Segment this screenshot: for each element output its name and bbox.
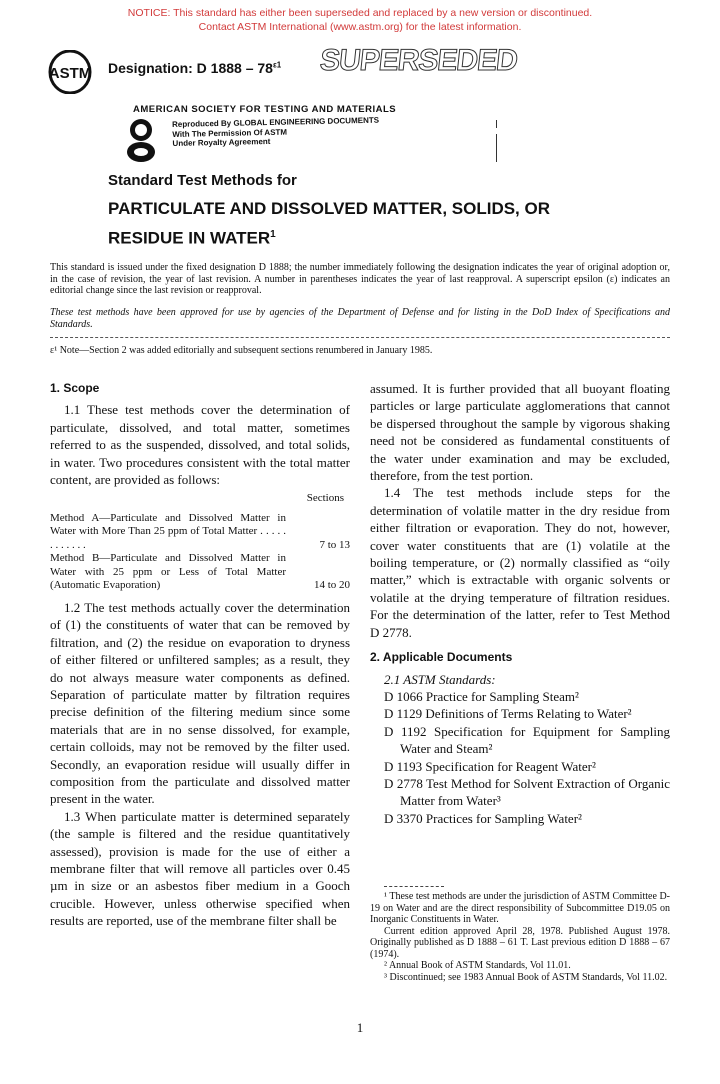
paragraph-1-2: 1.2 The test methods actually cover the determination of (1) the constituents of water that can be removed by filtration, and (2) the residue on evaporation to dryness of either filtered or unfiltered samples; as a result, they do not always measure water components as defined. Separation of particulate matter by filtration requires precise definition of the filtering medium since some materials that are in no sense dissolved, for example, certain colloids, may not be removed by the filter used. Secondly, an evaporation residue will usually differ in composition from the particulate and dissolved matter present in the water. [50,599,350,807]
scope-heading: 1. Scope [50,381,100,395]
sections-header: Sections [306,492,344,505]
page-number: 1 [356,1020,364,1035]
main-title-line-1: PARTICULATE AND DISSOLVED MATTER, SOLIDS, OR [108,199,550,218]
reproduction-notice [172,116,380,149]
superseded-stamp: SUPERSEDED [318,44,519,77]
method-b-sections: 14 to 20 [313,579,350,592]
standard-title: Standard Test Methods for [108,172,297,189]
documents-list [370,671,670,828]
main-title-footnote-ref: 1 [270,229,276,240]
notice-line-1: NOTICE: This standard has either been superseded and replaced by a new version or discontinued. [127,7,593,19]
footnote-rule [384,886,444,887]
divider [50,337,670,340]
footnotes [370,886,670,983]
notice-line-2: Contact ASTM International (www.astm.org) for the latest information. [198,21,522,33]
footnote-3: ³ Discontinued; see 1983 Annual Book of ASTM Standards, Vol 11.02. [384,971,668,983]
document-item: D 3370 Practices for Sampling Water² [384,810,582,826]
society-name: AMERICAN SOCIETY FOR TESTING AND MATERIALS [133,104,397,115]
method-a-sections: 7 to 13 [319,538,350,551]
footnote-2: ² Annual Book of ASTM Standards, Vol 11.01. [384,960,571,971]
main-title-line-2-text: RESIDUE IN WATER [108,228,271,248]
issuance-paragraph: This standard is issued under the fixed designation D 1888; the number immediately following the designation indicates the year of original adoption or, in the case of revision, the year of last revision. A number in parentheses indicates the year of last reapproval. A superscript epsilon (ε) indicates an editorial change since the last revision or reapproval. [50,262,670,296]
repro-line-1: Reproduced By GLOBAL ENGINEERING DOCUMENTS [172,115,380,129]
main-title-line-2 [108,222,668,252]
footnote-1: ¹ These test methods are under the jurisdiction of ASTM Committee D-19 on Water and are the direct responsibility of Subcommittee D19.05 on Inorganic Constituents in Water. [370,891,670,925]
designation-superscript: ε1 [272,60,282,70]
paragraph-1-3-continued: assumed. It is further provided that all buoyant floating particles or large particulate agglomerations that cannot be dispersed throughout the sample by vigorous shaking need not be considered as fundamental constituents of the water under examination and may be excluded, therefore, from the test portion. [370,381,670,484]
document-item: D 1192 Specification for Equipment for Sampling Water and Steam² [384,723,670,757]
margin-mark [496,120,497,128]
astm-logo-icon [48,50,92,94]
document-item: D 1193 Specification for Reagent Water² [384,758,596,774]
designation [108,60,281,76]
document-item: D 1129 Definitions of Terms Relating to Water² [384,706,632,722]
margin-mark [496,134,497,162]
method-a-text: Method A—Particulate and Dissolved Matter in Water with More Than 25 ppm of Total Matter . . . . . . . . . . . . [50,511,286,551]
methods-table [50,492,350,593]
repro-line-3: Under Royalty Agreement [172,136,271,148]
ge-documents-logo-icon [120,116,162,164]
paragraph-1-1: 1.1 These test methods cover the determination of particulate, dissolved, and total matter, sometimes referred to as the suspended, dissolved, and total solids, in water. Two procedures consistent with the total matter content, are provided as follows: [50,402,350,488]
right-column [370,380,670,827]
left-column [50,380,350,930]
editorial-note: ε¹ Note—Section 2 was added editorially and subsequent sections renumbered in January 1985. [50,345,433,356]
method-row [50,552,350,593]
documents-heading: 2. Applicable Documents [370,650,513,665]
method-b-text: Method B—Particulate and Dissolved Matter in Water with 25 ppm or Less of Total Matter (Automatic Evaporation) [50,552,286,592]
astm-standards-label: 2.1 ASTM Standards: [384,671,496,687]
method-row [50,512,350,553]
repro-line-2: With The Permission Of ASTM [172,127,288,139]
main-title [108,196,668,252]
supersede-notice [0,6,720,34]
dod-approval-paragraph: These test methods have been approved for use by agencies of the Department of Defense and for listing in the DoD Index of Specifications and Standards. [50,307,670,330]
footnote-edition: Current edition approved April 28, 1978. Published August 1978. Originally published as D 1888 – 61 T. Last previous edition D 1888 – 67 (1974). [370,925,670,960]
svg-text:ASTM: ASTM [48,65,92,82]
designation-text: Designation: D 1888 – 78 [108,60,273,76]
document-item: D 1066 Practice for Sampling Steam² [384,688,579,704]
paragraph-1-3: 1.3 When particulate matter is determined separately (the sample is filtered and the residue quantitatively assessed), provision is made for the use of either a membrane filter that will remove all particles over 0.45 µm in size or an asbestos fiber medium in a Gooch crucible. However, unless otherwise specified when results are reported, use of the membrane filter shall be [50,808,350,929]
paragraph-1-4: 1.4 The test methods include steps for the determination of volatile matter in the dry residue from either filtration or evaporation. They do not, however, cover water constituents that are (1) volatile at the boiling temperature, or (2) normally classified as “oily matter,” which is extractable with organic solvents or volatile at the drying temperature of filtration residues. For the determination of the latter, refer to Test Method D 2778. [370,485,670,640]
document-item: D 2778 Test Method for Solvent Extraction of Organic Matter from Water³ [384,775,670,809]
